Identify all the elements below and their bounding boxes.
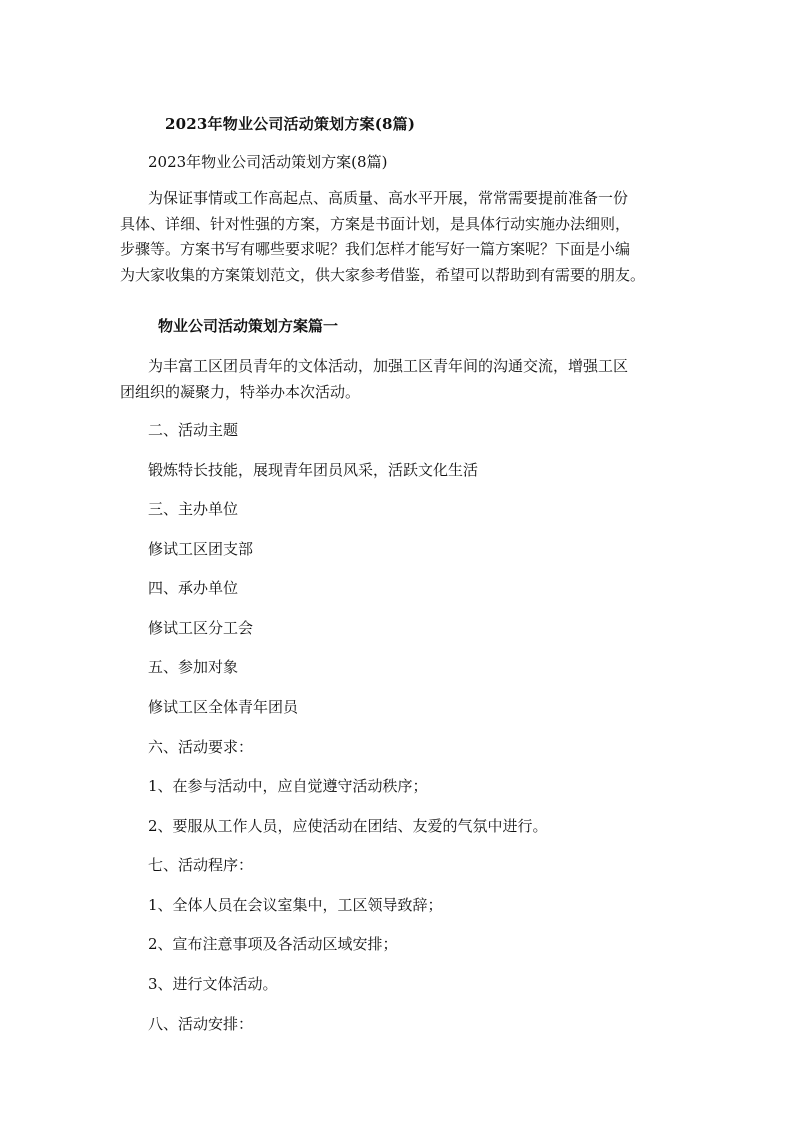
list-item: 二、活动主题 [148, 421, 239, 439]
list-item: 锻炼特长技能，展现青年团员风采，活跃文化生活 [148, 461, 479, 479]
document-title: 2023年物业公司活动策划方案(8篇) [165, 115, 416, 133]
intro-line: 为大家收集的方案策划范文，供大家参考借鉴，希望可以帮助到有需要的朋友。 [120, 265, 646, 284]
intro-line: 步骤等。方案书写有哪些要求呢？我们怎样才能写好一篇方案呢？下面是小编 [120, 240, 631, 258]
list-item: 七、活动程序： [148, 856, 254, 874]
intro-line: 为保证事情或工作高起点、高质量、高水平开展，常常需要提前准备一份 [148, 189, 629, 207]
document-subtitle: 2023年物业公司活动策划方案(8篇) [148, 153, 388, 171]
list-item: 修试工区分工会 [148, 619, 254, 637]
list-item: 六、活动要求： [148, 738, 254, 756]
list-item: 1、在参与活动中，应自觉遵守活动秩序； [148, 777, 428, 795]
list-item: 2、宣布注意事项及各活动区域安排； [148, 935, 398, 953]
list-item: 3、进行文体活动。 [148, 975, 278, 993]
list-item: 三、主办单位 [148, 500, 239, 518]
list-item: 四、承办单位 [148, 579, 239, 597]
section-para-line: 为丰富工区团员青年的文体活动，加强工区青年间的沟通交流，增强工区 [148, 357, 629, 375]
list-item: 修试工区团支部 [148, 540, 254, 558]
list-item: 五、参加对象 [148, 658, 239, 676]
list-item: 修试工区全体青年团员 [148, 698, 299, 716]
intro-line: 具体、详细、针对性强的方案，方案是书面计划，是具体行动实施办法细则， [120, 214, 631, 233]
list-item: 2、要服从工作人员，应使活动在团结、友爱的气氛中进行。 [148, 817, 548, 835]
intro-paragraph [120, 186, 690, 288]
list-item: 八、活动安排： [148, 1015, 254, 1033]
section-paragraph [120, 354, 690, 405]
section-para-line: 团组织的凝聚力，特举办本次活动。 [120, 382, 361, 401]
list-item: 1、全体人员在会议室集中，工区领导致辞； [148, 896, 443, 914]
section-heading: 物业公司活动策划方案篇一 [158, 317, 339, 335]
